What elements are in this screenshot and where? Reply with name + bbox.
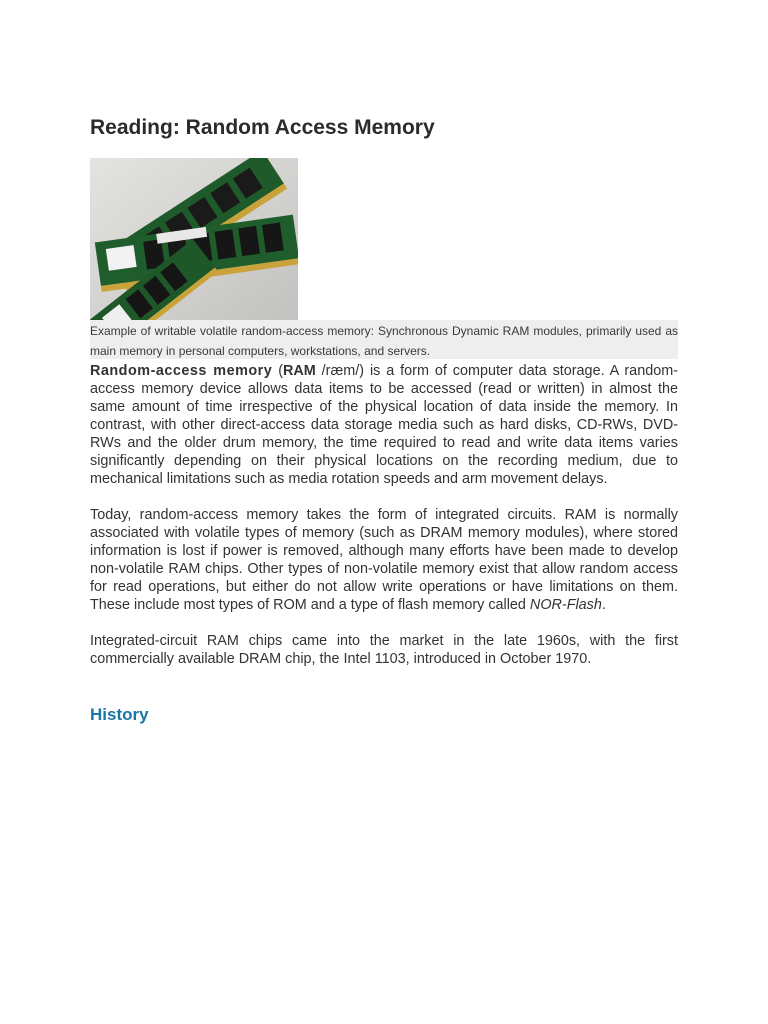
section-heading-history: History <box>90 705 149 724</box>
figure <box>90 158 678 359</box>
paragraph-integrated-circuits <box>90 506 678 614</box>
abbr-ram: RAM <box>282 363 316 379</box>
paragraph-integrated-circuits-text: Today, random-access memory takes the form of integrated circuits. RAM is normally associated with volatile types of memory (such as DRAM memory modules), where stored information is lost if power is removed, although many efforts have been made to develop non-volatile RAM chips. Other types of non-volatile memory exist that allow random access for read operations, but either do not allow write operations or have limitations on them. These include most types of ROM and a type of flash memory called <box>90 507 678 613</box>
ram-modules-image <box>90 158 298 320</box>
paren-open: ( <box>272 363 283 379</box>
paragraph-intro <box>90 362 678 488</box>
page-title: Reading: Random Access Memory <box>90 116 435 139</box>
article-body <box>90 362 678 686</box>
paragraph-end-period: . <box>601 597 606 613</box>
term-random-access-memory: Random-access memory <box>90 363 273 379</box>
figure-caption: Example of writable volatile random-access memory: Synchronous Dynamic RAM modules, primarily used as main memory in personal computers, workstations, and servers. <box>90 320 678 359</box>
term-nor-flash: NOR-Flash <box>529 597 602 613</box>
paragraph-intro-text: /ræm/) is a form of computer data storage. A random-access memory device allows data items to be accessed (read or written) in almost the same amount of time irrespective of the physical location of data inside the memory. In contrast, with other direct-access data storage media such as hard disks, CD-RWs, DVD-RWs and the older drum memory, the time required to read and write data items varies significantly depending on their physical locations on the recording medium, due to mechanical limitations such as media rotation speeds and arm movement delays. <box>90 363 678 487</box>
paragraph-dram-history: Integrated-circuit RAM chips came into the market in the late 1960s, with the first commercially available DRAM chip, the Intel 1103, introduced in October 1970. <box>90 633 678 667</box>
